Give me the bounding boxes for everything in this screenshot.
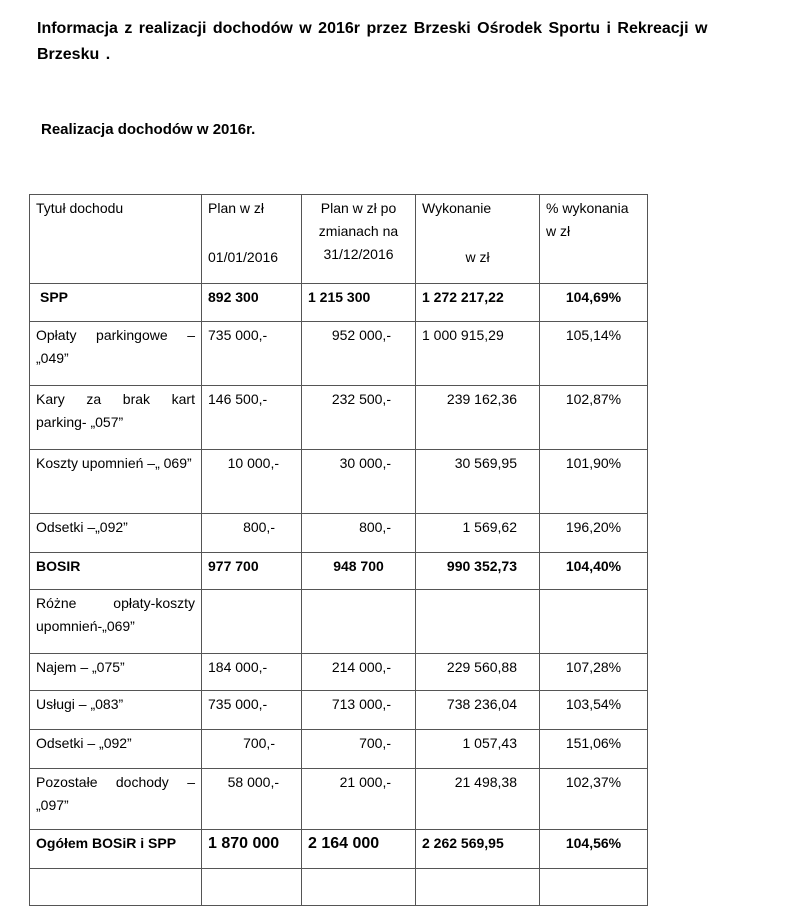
header-plan [202, 195, 302, 284]
cell-plan: 977 700 [202, 553, 302, 590]
cell-execution: 1 569,62 [416, 514, 540, 553]
cell-title [30, 869, 202, 906]
cell-percent: 196,20% [540, 514, 648, 553]
cell-plan: 892 300 [202, 284, 302, 322]
cell-plan-changed: 700,- [302, 730, 416, 769]
cell-title: Pozostałe dochody – „097” [30, 769, 202, 830]
cell-plan [202, 590, 302, 654]
cell-title: Usługi – „083” [30, 691, 202, 730]
cell-plan-changed [302, 590, 416, 654]
cell-title: Odsetki – „092” [30, 730, 202, 769]
header-execution [416, 195, 540, 284]
cell-percent: 103,54% [540, 691, 648, 730]
cell-title: Koszty upomnień –„ 069” [30, 450, 202, 514]
cell-percent: 102,87% [540, 386, 648, 450]
table-row [30, 869, 648, 906]
cell-title: Kary za brak kart parking- „057” [30, 386, 202, 450]
header-plan-line1: Plan w zł [208, 200, 265, 216]
table-row [30, 830, 648, 869]
cell-plan: 10 000,- [202, 450, 302, 514]
cell-plan-changed: 232 500,- [302, 386, 416, 450]
section-subtitle: Realizacja dochodów w 2016r. [41, 121, 256, 138]
cell-title: Opłaty parkingowe – „049” [30, 322, 202, 386]
cell-execution: 21 498,38 [416, 769, 540, 830]
cell-title: SPP [30, 284, 202, 322]
cell-title: Różne opłaty-koszty upomnień-„069” [30, 590, 202, 654]
table-row [30, 284, 648, 322]
cell-percent: 104,40% [540, 553, 648, 590]
header-title: Tytuł dochodu [30, 195, 202, 284]
header-execution-line2: w zł [465, 249, 490, 265]
cell-plan-changed: 30 000,- [302, 450, 416, 514]
cell-execution: 738 236,04 [416, 691, 540, 730]
cell-plan: 146 500,- [202, 386, 302, 450]
cell-execution [416, 869, 540, 906]
cell-percent: 107,28% [540, 654, 648, 691]
cell-plan-changed [302, 869, 416, 906]
income-table [29, 194, 648, 906]
cell-percent: 105,14% [540, 322, 648, 386]
cell-percent: 151,06% [540, 730, 648, 769]
cell-plan: 800,- [202, 514, 302, 553]
table-row [30, 769, 648, 830]
header-plan-line2: 01/01/2016 [208, 249, 279, 265]
cell-percent [540, 590, 648, 654]
table-header-row [30, 195, 648, 284]
cell-execution: 990 352,73 [416, 553, 540, 590]
cell-plan: 184 000,- [202, 654, 302, 691]
cell-execution [416, 590, 540, 654]
header-execution-line1: Wykonanie [422, 200, 492, 216]
cell-percent [540, 869, 648, 906]
cell-title: Odsetki –„092” [30, 514, 202, 553]
cell-plan-changed: 948 700 [302, 553, 416, 590]
table-row [30, 514, 648, 553]
cell-plan [202, 869, 302, 906]
table-row [30, 553, 648, 590]
cell-execution: 30 569,95 [416, 450, 540, 514]
cell-title: BOSIR [30, 553, 202, 590]
table-row [30, 691, 648, 730]
cell-plan-changed: 21 000,- [302, 769, 416, 830]
cell-title: Ogółem BOSiR i SPP [30, 830, 202, 869]
cell-percent: 104,56% [540, 830, 648, 869]
cell-percent: 101,90% [540, 450, 648, 514]
cell-execution: 1 272 217,22 [416, 284, 540, 322]
table-row [30, 322, 648, 386]
cell-plan: 735 000,- [202, 322, 302, 386]
table-row [30, 450, 648, 514]
cell-plan: 1 870 000 [202, 830, 302, 869]
cell-execution: 239 162,36 [416, 386, 540, 450]
cell-plan: 735 000,- [202, 691, 302, 730]
cell-execution: 2 262 569,95 [416, 830, 540, 869]
cell-execution: 1 000 915,29 [416, 322, 540, 386]
header-percent: % wykonania w zł [540, 195, 648, 284]
table-row [30, 730, 648, 769]
table-row [30, 386, 648, 450]
cell-execution: 1 057,43 [416, 730, 540, 769]
document-title: Informacja z realizacji dochodów w 2016r przez Brzeski Ośrodek Sportu i Rekreacji w Brzesku . [37, 20, 708, 63]
cell-plan-changed: 2 164 000 [302, 830, 416, 869]
cell-percent: 102,37% [540, 769, 648, 830]
header-plan-changed: Plan w zł po zmianach na 31/12/2016 [302, 195, 416, 284]
table-row [30, 654, 648, 691]
cell-plan-changed: 214 000,- [302, 654, 416, 691]
cell-plan-changed: 713 000,- [302, 691, 416, 730]
cell-plan: 700,- [202, 730, 302, 769]
cell-plan: 58 000,- [202, 769, 302, 830]
cell-plan-changed: 1 215 300 [302, 284, 416, 322]
cell-execution: 229 560,88 [416, 654, 540, 691]
table-row [30, 590, 648, 654]
cell-plan-changed: 800,- [302, 514, 416, 553]
cell-percent: 104,69% [540, 284, 648, 322]
cell-title: Najem – „075” [30, 654, 202, 691]
cell-plan-changed: 952 000,- [302, 322, 416, 386]
